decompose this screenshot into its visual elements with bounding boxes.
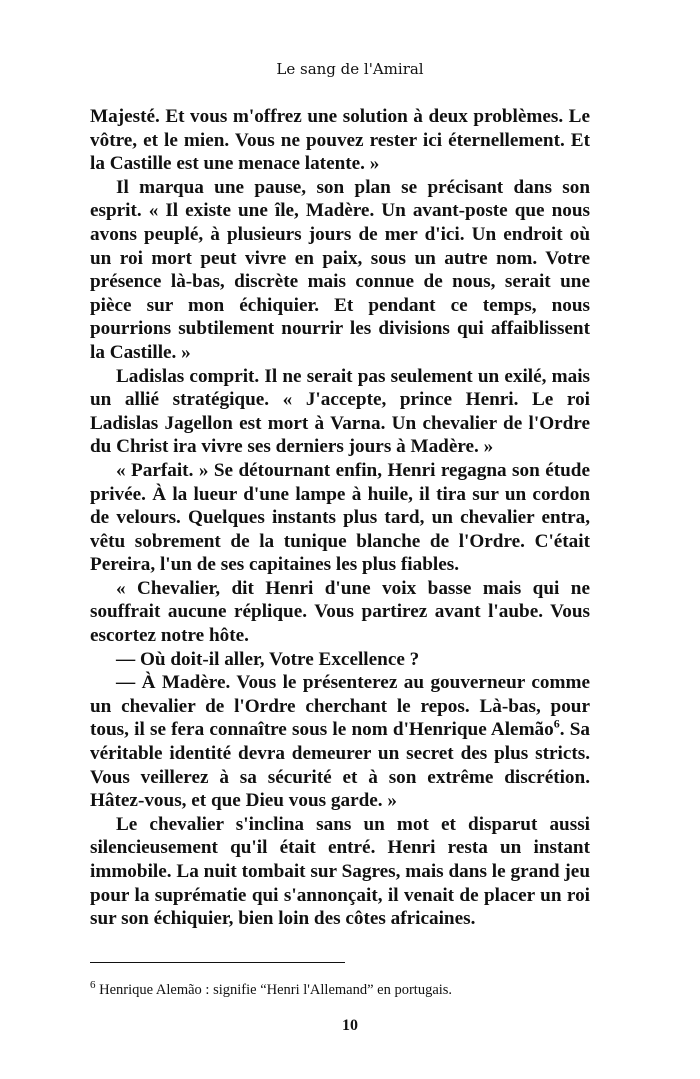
paragraph-7-part-1: — À Madère. Vous le présenterez au gouverneur comme un chevalier de l'Ordre cherchant le repos. Là-bas, pour tous, il se fera connaître sous le nom d'Henrique Alemão [90, 672, 590, 741]
paragraph-7-part-2: . Sa véritable identité devra demeurer un secret des plus stricts. Vous veillerez à sa sécurité et à son extrême discrétion. Hâtez-vous, et que Dieu vous garde. » [90, 719, 590, 812]
paragraph-3: Ladislas comprit. Il ne serait pas seulement un exilé, mais un allié stratégique. « J'accepte, prince Henri. Le roi Ladislas Jagellon est mort à Varna. Un chevalier de l'Ordre du Christ ira vivre ses derniers jours à Madère. » [90, 365, 590, 458]
paragraph-1: Majesté. Et vous m'offrez une solution à deux problèmes. Le vôtre, et le mien. Vous ne pouvez rester ici éternellement. Et la Castille est une menace latente. » [90, 106, 590, 175]
page-number: 10 [342, 1017, 358, 1034]
footnote-number: 6 [90, 979, 96, 991]
footnote-divider [90, 962, 345, 963]
footnote-text: Henrique Alemão : signifie “Henri l'Allemand” en portugais. [99, 981, 453, 998]
paragraph-8: Le chevalier s'inclina sans un mot et disparut aussi silencieusement qu'il était entré. Henri resta un instant immobile. La nuit tombait sur Sagres, mais dans le grand jeu pour la suprématie qui s'annonçait, il venait de placer un roi sur son échiquier, bien loin des côtes africaines. [90, 813, 590, 930]
paragraph-7 [90, 671, 590, 813]
footnote [90, 979, 590, 999]
paragraph-4: « Parfait. » Se détournant enfin, Henri regagna son étude privée. À la lueur d'une lampe à huile, il tira sur un cordon de velours. Quelques instants plus tard, un chevalier entra, vêtu sobrement de la tunique blanche de l'Ordre. C'était Pereira, l'un de ses capitaines les plus fiables. [90, 459, 590, 576]
running-head: Le sang de l'Amiral [276, 60, 424, 78]
paragraph-5: « Chevalier, dit Henri d'une voix basse mais qui ne souffrait aucune réplique. Vous partirez avant l'aube. Vous escortez notre hôte. [90, 577, 590, 647]
footnote-reference[interactable]: 6 [553, 717, 560, 732]
paragraph-2: Il marqua une pause, son plan se précisant dans son esprit. « Il existe une île, Madère. Un avant-poste que nous avons peuplé, à plusieurs jours de mer d'ici. Un endroit où un roi mort peut vivre en paix, sous un autre nom. Votre présence là-bas, discrète mais connue de nous, serait une pièce sur mon échiquier. Et pendant ce temps, nous pourrions subtilement nourrir les divisions qui affaiblissent la Castille. » [90, 176, 590, 363]
body-text [90, 105, 590, 931]
paragraph-6: — Où doit-il aller, Votre Excellence ? [116, 648, 420, 670]
